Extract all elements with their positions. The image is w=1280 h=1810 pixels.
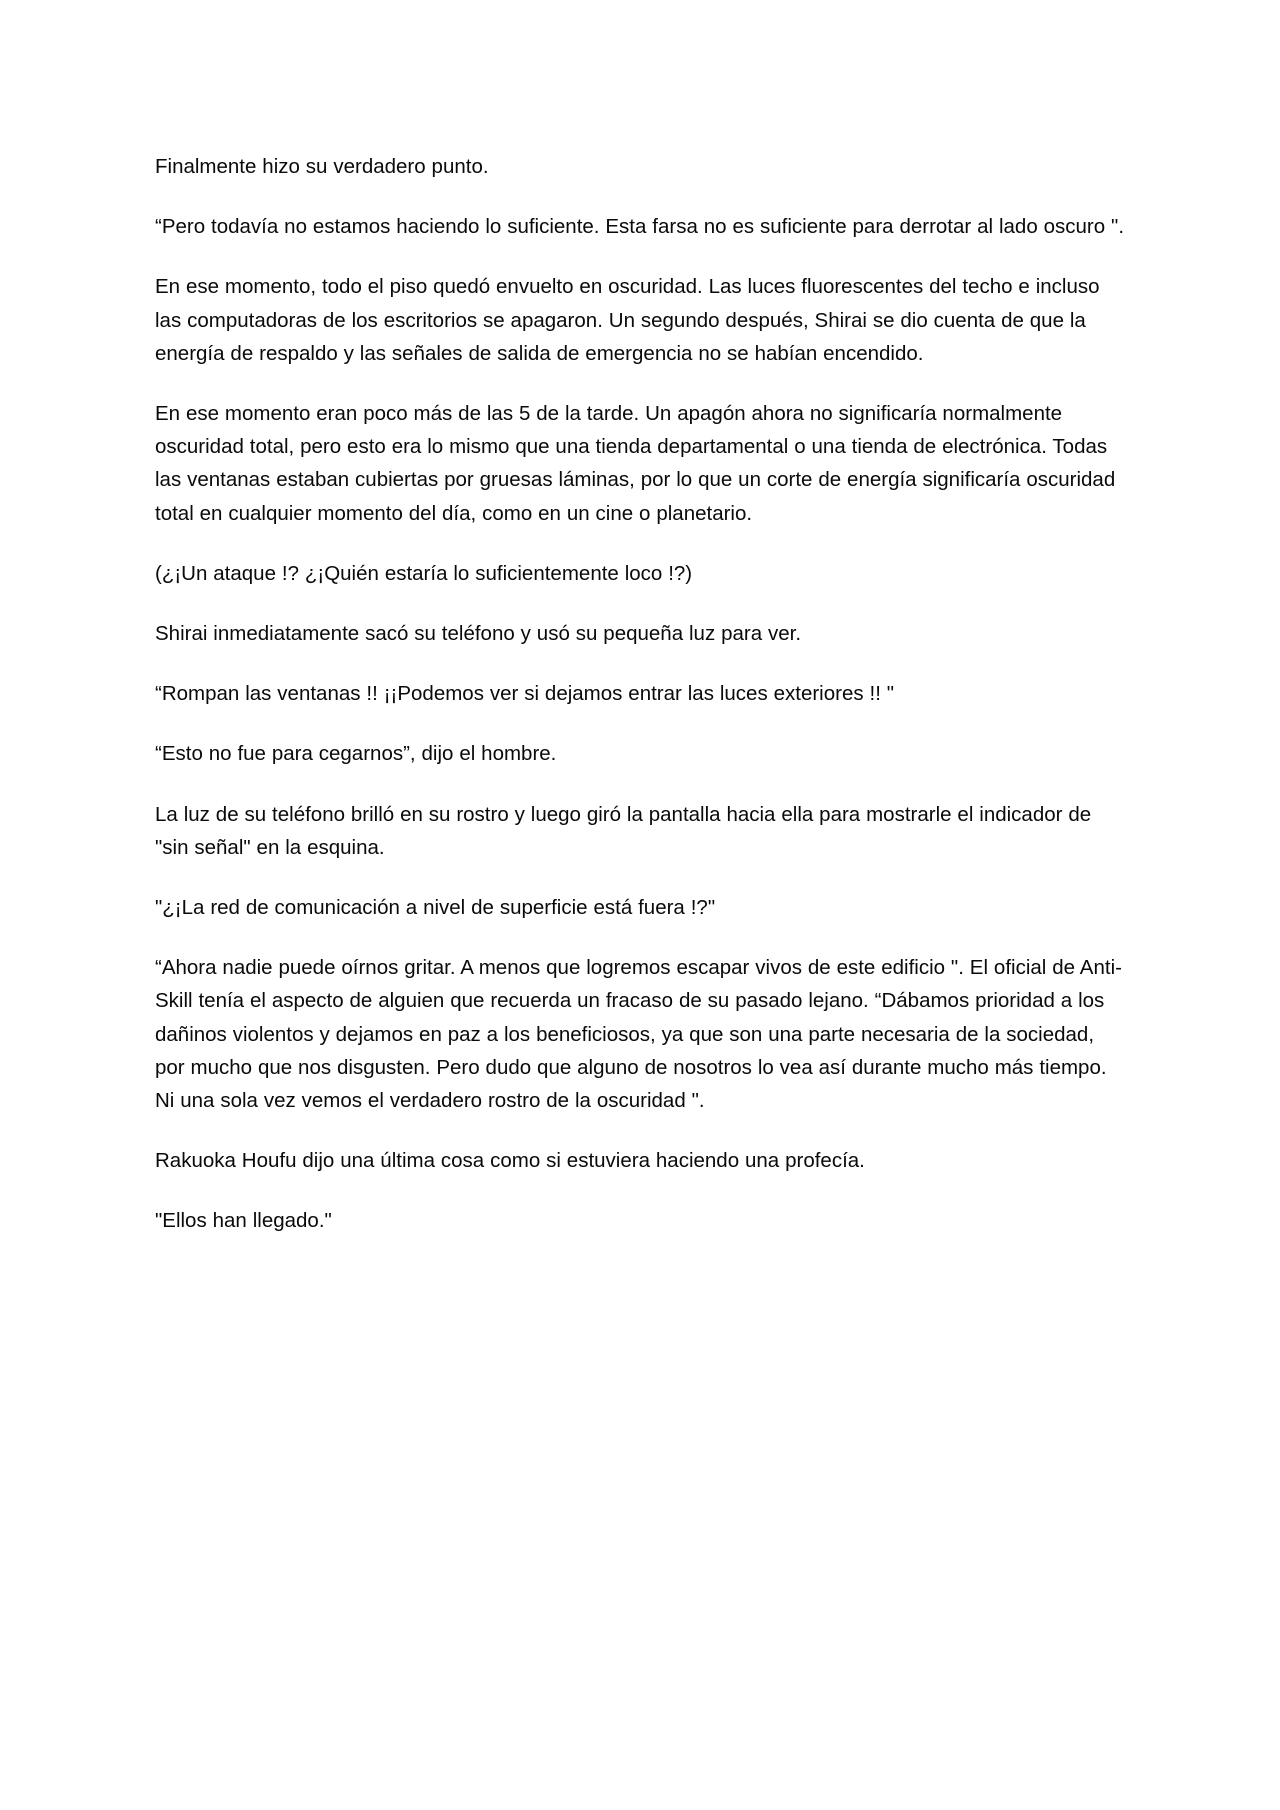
paragraph: Shirai inmediatamente sacó su teléfono y usó su pequeña luz para ver. (155, 622, 802, 646)
paragraph: “Ahora nadie puede oírnos gritar. A menos que logremos escapar vivos de este edificio ". El oficial de Anti-Skill tenía el aspecto de alguien que recuerda un fracaso de su pasado lejano. “Dábamos prioridad a los dañinos violentos y dejamos en paz a los beneficiosos, ya que son una parte necesaria de la sociedad, por mucho que nos disgusten. Pero dudo que alguno de nosotros lo vea así durante mucho más tiempo. Ni una sola vez vemos el verdadero rostro de la oscuridad ". (155, 956, 1122, 1113)
paragraph: "¿¡La red de comunicación a nivel de superficie está fuera !?" (155, 896, 716, 920)
paragraph: En ese momento eran poco más de las 5 de la tarde. Un apagón ahora no significaría normalmente oscuridad total, pero esto era lo mismo que una tienda departamental o una tienda de electrónica. Todas las ventanas estaban cubiertas por gruesas láminas, por lo que un corte de energía significaría oscuridad total en cualquier momento del día, como en un cine o planetario. (155, 402, 1116, 525)
paragraph: “Rompan las ventanas !! ¡¡Podemos ver si dejamos entrar las luces exteriores !! " (155, 682, 895, 706)
paragraph: (¿¡Un ataque !? ¿¡Quién estaría lo suficientemente loco !?) (155, 561, 693, 585)
paragraph: En ese momento, todo el piso quedó envuelto en oscuridad. Las luces fluorescentes del techo e incluso las computadoras de los escritorios se apagaron. Un segundo después, Shirai se dio cuenta de que la energía de respaldo y las señales de salida de emergencia no se habían encendido. (155, 275, 1100, 365)
paragraph: La luz de su teléfono brilló en su rostro y luego giró la pantalla hacia ella para mostrarle el indicador de "sin señal" en la esquina. (155, 802, 1092, 859)
document-body (155, 150, 1125, 1238)
paragraph: “Pero todavía no estamos haciendo lo suficiente. Esta farsa no es suficiente para derrotar al lado oscuro ". (155, 215, 1125, 239)
paragraph: Rakuoka Houfu dijo una última cosa como si estuviera haciendo una profecía. (155, 1149, 865, 1173)
paragraph: "Ellos han llegado." (155, 1209, 332, 1233)
paragraph: Finalmente hizo su verdadero punto. (155, 155, 489, 178)
paragraph: “Esto no fue para cegarnos”, dijo el hombre. (155, 742, 557, 766)
